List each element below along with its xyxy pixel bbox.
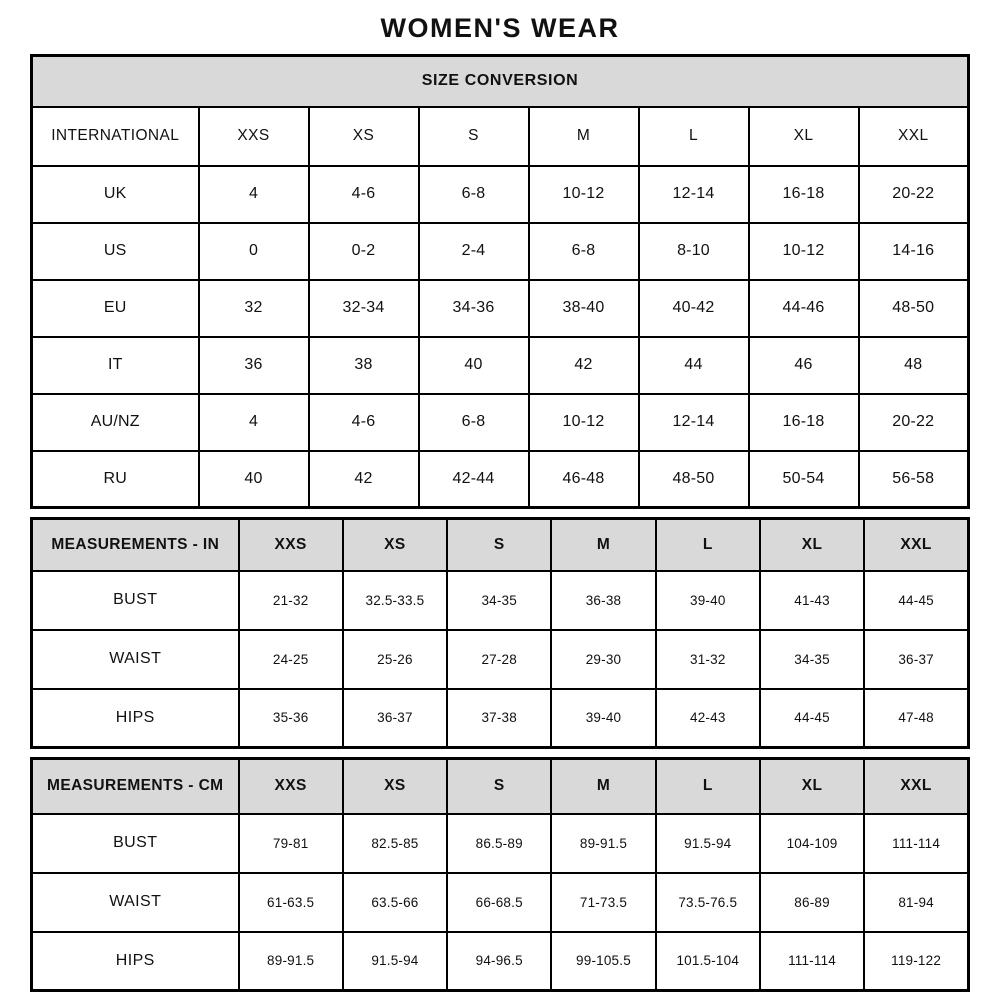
value-cell: 79-81	[239, 814, 343, 873]
row-label: AU/NZ	[32, 394, 199, 451]
value-cell: 46-48	[529, 451, 639, 508]
size-column-header: XL	[760, 759, 864, 814]
size-column-header: L	[639, 107, 749, 166]
value-cell: 44-45	[864, 571, 968, 630]
size-column-header: M	[529, 107, 639, 166]
value-cell: 0-2	[309, 223, 419, 280]
value-cell: 10-12	[529, 394, 639, 451]
value-cell: 24-25	[239, 630, 343, 689]
table-row	[32, 166, 969, 223]
size-column-header: XXS	[239, 759, 343, 814]
value-cell: 40	[419, 337, 529, 394]
value-cell: 6-8	[529, 223, 639, 280]
table-row	[32, 394, 969, 451]
value-cell: 86.5-89	[447, 814, 551, 873]
value-cell: 34-35	[760, 630, 864, 689]
value-cell: 48-50	[859, 280, 969, 337]
page-title: WOMEN'S WEAR	[380, 13, 620, 43]
size-column-header: XL	[760, 519, 864, 571]
value-cell: 36-37	[343, 689, 447, 748]
value-cell: 16-18	[749, 166, 859, 223]
size-conversion-title: SIZE CONVERSION	[32, 56, 969, 107]
value-cell: 61-63.5	[239, 873, 343, 932]
value-cell: 10-12	[749, 223, 859, 280]
value-cell: 4-6	[309, 394, 419, 451]
row-label: WAIST	[32, 873, 239, 932]
table-row	[32, 223, 969, 280]
size-column-header: L	[656, 759, 760, 814]
size-column-header: XXL	[859, 107, 969, 166]
value-cell: 36	[199, 337, 309, 394]
value-cell: 99-105.5	[551, 932, 655, 991]
value-cell: 86-89	[760, 873, 864, 932]
size-column-header: XL	[749, 107, 859, 166]
table-row	[32, 337, 969, 394]
value-cell: 29-30	[551, 630, 655, 689]
value-cell: 34-35	[447, 571, 551, 630]
measurement-table-title: MEASUREMENTS - IN	[32, 519, 239, 571]
size-column-header: XXS	[239, 519, 343, 571]
size-column-header: M	[551, 759, 655, 814]
value-cell: 25-26	[343, 630, 447, 689]
table-row	[32, 280, 969, 337]
measurement-table-title: MEASUREMENTS - CM	[32, 759, 239, 814]
table-row	[32, 451, 969, 508]
value-cell: 12-14	[639, 394, 749, 451]
value-cell: 12-14	[639, 166, 749, 223]
size-column-header: XS	[309, 107, 419, 166]
value-cell: 10-12	[529, 166, 639, 223]
size-column-header: XXL	[864, 759, 968, 814]
size-column-header: XXL	[864, 519, 968, 571]
value-cell: 89-91.5	[239, 932, 343, 991]
value-cell: 47-48	[864, 689, 968, 748]
value-cell: 4	[199, 394, 309, 451]
measurements-cm-body	[32, 759, 969, 991]
value-cell: 50-54	[749, 451, 859, 508]
row-label: UK	[32, 166, 199, 223]
value-cell: 4-6	[309, 166, 419, 223]
table-row	[32, 689, 969, 748]
value-cell: 20-22	[859, 166, 969, 223]
value-cell: 34-36	[419, 280, 529, 337]
value-cell: 21-32	[239, 571, 343, 630]
size-column-header: S	[447, 759, 551, 814]
value-cell: 32-34	[309, 280, 419, 337]
size-column-header: L	[656, 519, 760, 571]
value-cell: 73.5-76.5	[656, 873, 760, 932]
value-cell: 42	[309, 451, 419, 508]
value-cell: 104-109	[760, 814, 864, 873]
table-row	[32, 814, 969, 873]
value-cell: 6-8	[419, 166, 529, 223]
table-row	[32, 932, 969, 991]
value-cell: 82.5-85	[343, 814, 447, 873]
row-label: US	[32, 223, 199, 280]
size-conversion-body	[32, 107, 969, 508]
row-label: BUST	[32, 814, 239, 873]
row-label: HIPS	[32, 689, 239, 748]
value-cell: 32.5-33.5	[343, 571, 447, 630]
value-cell: 111-114	[760, 932, 864, 991]
value-cell: 46	[749, 337, 859, 394]
value-cell: 89-91.5	[551, 814, 655, 873]
measurement-header-row	[32, 519, 969, 571]
value-cell: 39-40	[656, 571, 760, 630]
value-cell: 48	[859, 337, 969, 394]
value-cell: 63.5-66	[343, 873, 447, 932]
value-cell: 0	[199, 223, 309, 280]
measurements-in-body	[32, 519, 969, 748]
table-row	[32, 873, 969, 932]
value-cell: 41-43	[760, 571, 864, 630]
row-label: WAIST	[32, 630, 239, 689]
row-label: HIPS	[32, 932, 239, 991]
value-cell: 2-4	[419, 223, 529, 280]
value-cell: 38-40	[529, 280, 639, 337]
value-cell: 14-16	[859, 223, 969, 280]
size-column-header: S	[447, 519, 551, 571]
value-cell: 101.5-104	[656, 932, 760, 991]
row-label: IT	[32, 337, 199, 394]
row-label: EU	[32, 280, 199, 337]
value-cell: 66-68.5	[447, 873, 551, 932]
size-column-header: XXS	[199, 107, 309, 166]
value-cell: 31-32	[656, 630, 760, 689]
value-cell: 42-44	[419, 451, 529, 508]
value-cell: 40-42	[639, 280, 749, 337]
value-cell: 44	[639, 337, 749, 394]
value-cell: 119-122	[864, 932, 968, 991]
size-column-header: XS	[343, 519, 447, 571]
column-header-row	[32, 107, 969, 166]
value-cell: 91.5-94	[343, 932, 447, 991]
value-cell: 42-43	[656, 689, 760, 748]
value-cell: 37-38	[447, 689, 551, 748]
measurements-cm-table	[30, 757, 970, 992]
value-cell: 39-40	[551, 689, 655, 748]
value-cell: 32	[199, 280, 309, 337]
value-cell: 56-58	[859, 451, 969, 508]
size-column-header: XS	[343, 759, 447, 814]
value-cell: 48-50	[639, 451, 749, 508]
table-row	[32, 630, 969, 689]
value-cell: 4	[199, 166, 309, 223]
value-cell: 16-18	[749, 394, 859, 451]
value-cell: 36-37	[864, 630, 968, 689]
value-cell: 6-8	[419, 394, 529, 451]
size-conversion-banner-row	[32, 56, 969, 107]
table-row	[32, 571, 969, 630]
value-cell: 27-28	[447, 630, 551, 689]
measurement-header-row	[32, 759, 969, 814]
size-conversion-table	[30, 54, 970, 509]
value-cell: 20-22	[859, 394, 969, 451]
value-cell: 81-94	[864, 873, 968, 932]
value-cell: 36-38	[551, 571, 655, 630]
value-cell: 44-45	[760, 689, 864, 748]
region-column-header: INTERNATIONAL	[32, 107, 199, 166]
value-cell: 42	[529, 337, 639, 394]
value-cell: 91.5-94	[656, 814, 760, 873]
value-cell: 38	[309, 337, 419, 394]
measurements-in-table	[30, 517, 970, 749]
value-cell: 35-36	[239, 689, 343, 748]
value-cell: 40	[199, 451, 309, 508]
value-cell: 111-114	[864, 814, 968, 873]
value-cell: 94-96.5	[447, 932, 551, 991]
row-label: BUST	[32, 571, 239, 630]
row-label: RU	[32, 451, 199, 508]
value-cell: 71-73.5	[551, 873, 655, 932]
value-cell: 44-46	[749, 280, 859, 337]
size-column-header: S	[419, 107, 529, 166]
value-cell: 8-10	[639, 223, 749, 280]
size-column-header: M	[551, 519, 655, 571]
